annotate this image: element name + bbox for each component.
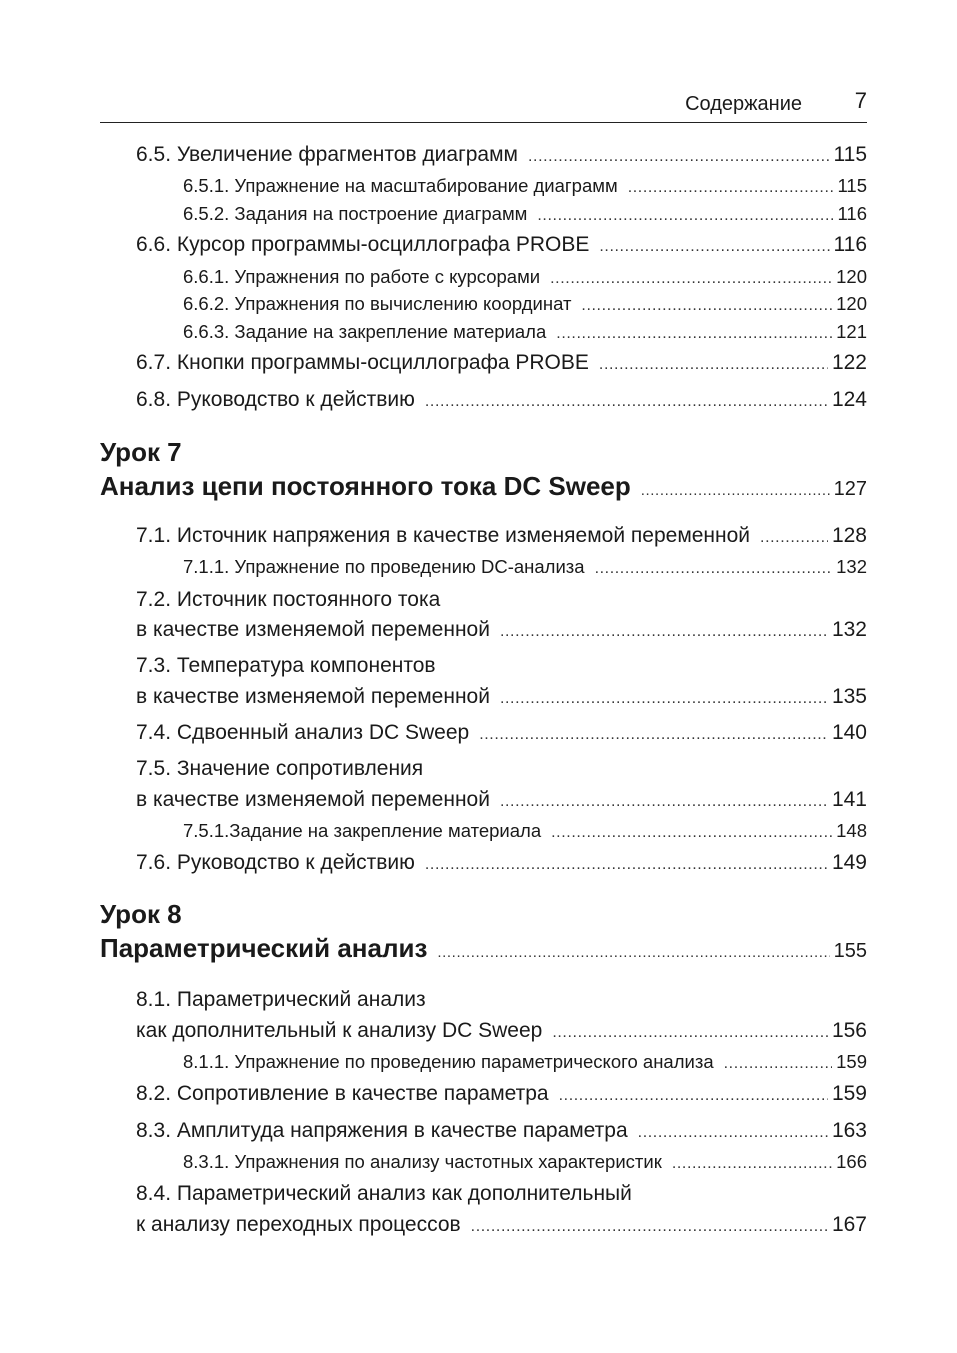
toc-entry-8-4[interactable] — [136, 1213, 867, 1237]
toc-entry-page: 163 — [831, 1119, 867, 1142]
toc-entry-label: 6.6.2. Упражнения по вычислению координат — [183, 293, 572, 314]
running-title: Содержание — [685, 93, 802, 115]
toc-entry-page: 149 — [831, 851, 867, 874]
toc-entry-page: 159 — [836, 1051, 867, 1072]
dot-leader — [599, 238, 829, 256]
toc-entry-6-5-2[interactable] — [183, 203, 867, 225]
toc-entry-page: 148 — [836, 820, 867, 841]
dot-leader — [500, 793, 828, 811]
toc-entry-page: 124 — [831, 388, 867, 411]
toc-entry-page: 120 — [836, 293, 867, 314]
dot-leader — [760, 529, 828, 547]
dot-leader — [599, 356, 828, 374]
toc-entry-8-1[interactable] — [136, 1019, 867, 1043]
dot-leader — [500, 690, 828, 708]
toc-entry-label: 7.4. Сдвоенный анализ DC Sweep — [136, 721, 470, 744]
lesson-8-title[interactable] — [100, 933, 867, 964]
lesson-title-label: Параметрический анализ — [100, 933, 428, 963]
toc-entry-7-5-line1[interactable]: 7.5. Значение сопротивления — [136, 757, 424, 780]
toc-entry-page: 115 — [833, 143, 867, 166]
toc-entry-label: в качестве изменяемой переменной — [136, 685, 490, 708]
toc-entry-label: в качестве изменяемой переменной — [136, 788, 490, 811]
dot-leader — [672, 1155, 832, 1173]
toc-entry-label: 7.5.1.Задание на закрепление материала — [183, 820, 542, 841]
toc-entry-8-4-line1[interactable]: 8.4. Параметрический анализ как дополнительный — [136, 1182, 632, 1205]
dot-leader — [551, 824, 832, 842]
toc-entry-page: 140 — [831, 721, 867, 744]
lesson-title-label: Анализ цепи постоянного тока DC Sweep — [100, 471, 631, 501]
dot-leader — [552, 1024, 828, 1042]
toc-entry-label: к анализу переходных процессов — [136, 1213, 461, 1236]
toc-entry-6-6-1[interactable] — [183, 266, 867, 288]
dot-leader — [628, 179, 834, 197]
toc-entry-page: 159 — [831, 1082, 867, 1105]
toc-entry-label: 6.7. Кнопки программы-осциллографа PROBE — [136, 351, 589, 374]
toc-entry-6-5-1[interactable] — [183, 175, 867, 197]
toc-entry-label: 8.3.1. Упражнения по анализу частотных характеристик — [183, 1151, 662, 1172]
dot-leader — [724, 1055, 833, 1073]
lesson-7-title[interactable] — [100, 471, 867, 502]
page-number: 7 — [854, 88, 867, 113]
toc-entry-6-8[interactable] — [136, 388, 867, 412]
toc-entry-8-1-line1[interactable]: 8.1. Параметрический анализ — [136, 988, 426, 1011]
toc-entry-7-4[interactable] — [136, 721, 867, 745]
toc-entry-label: 6.5. Увеличение фрагментов диаграмм — [136, 143, 518, 166]
toc-entry-label: 7.1.1. Упражнение по проведению DC-анализа — [183, 556, 585, 577]
toc-entry-label: 8.3. Амплитуда напряжения в качестве параметра — [136, 1119, 628, 1142]
toc-entry-page: 141 — [831, 788, 867, 811]
toc-entry-page: 115 — [837, 175, 867, 196]
toc-entry-7-6[interactable] — [136, 851, 867, 875]
toc-entry-page: 128 — [831, 524, 867, 547]
lesson-7-heading: Урок 7 — [100, 437, 182, 467]
toc-entry-page: 116 — [837, 203, 867, 224]
toc-entry-6-6-2[interactable] — [183, 293, 867, 315]
lesson-8-heading: Урок 8 — [100, 899, 182, 929]
dot-leader — [581, 297, 832, 315]
dot-leader — [537, 207, 833, 225]
running-head — [100, 85, 867, 117]
toc-entry-7-5-1[interactable] — [183, 820, 867, 842]
dot-leader — [528, 148, 830, 166]
toc-entry-7-1-1[interactable] — [183, 556, 867, 578]
toc-entry-page: 122 — [831, 351, 867, 374]
toc-entry-page: 132 — [831, 618, 867, 641]
toc-entry-label: в качестве изменяемой переменной — [136, 618, 490, 641]
dot-leader — [437, 944, 829, 961]
toc-entry-label: 6.5.1. Упражнение на масштабирование диаграмм — [183, 175, 618, 196]
toc-entry-7-3[interactable] — [136, 685, 867, 709]
toc-entry-7-3-line1[interactable]: 7.3. Температура компонентов — [136, 654, 436, 677]
toc-entry-7-1[interactable] — [136, 524, 867, 548]
toc-entry-label: 6.8. Руководство к действию — [136, 388, 415, 411]
toc-entry-7-2-line1[interactable]: 7.2. Источник постоянного тока — [136, 588, 441, 611]
dot-leader — [425, 856, 828, 874]
toc-entry-6-7[interactable] — [136, 351, 867, 375]
toc-entry-label: 7.1. Источник напряжения в качестве изменяемой переменной — [136, 524, 751, 547]
toc-entry-label: 6.6. Курсор программы-осциллографа PROBE — [136, 233, 590, 256]
toc-entry-label: 6.6.3. Задание на закрепление материала — [183, 321, 547, 342]
dot-leader — [550, 270, 832, 288]
toc-entry-6-6[interactable] — [136, 233, 867, 257]
dot-leader — [559, 1087, 828, 1105]
toc-entry-page: 167 — [831, 1213, 867, 1236]
toc-entry-label: 6.5.2. Задания на построение диаграмм — [183, 203, 528, 224]
dot-leader — [471, 1218, 828, 1236]
toc-entry-8-1-1[interactable] — [183, 1051, 867, 1073]
toc-entry-page: 132 — [836, 556, 867, 577]
dot-leader — [425, 393, 828, 411]
toc-entry-label: 8.1.1. Упражнение по проведению параметрического анализа — [183, 1051, 714, 1072]
dot-leader — [595, 560, 833, 578]
dot-leader — [500, 623, 828, 641]
toc-entry-6-5[interactable] — [136, 143, 867, 167]
toc-entry-8-3[interactable] — [136, 1119, 867, 1143]
toc-entry-label: 8.2. Сопротивление в качестве параметра — [136, 1082, 549, 1105]
toc-entry-8-2[interactable] — [136, 1082, 867, 1106]
dot-leader — [638, 1124, 828, 1142]
toc-entry-8-3-1[interactable] — [183, 1151, 867, 1173]
toc-entry-label: 7.6. Руководство к действию — [136, 851, 415, 874]
toc-entry-7-5[interactable] — [136, 788, 867, 812]
header-rule — [100, 122, 867, 123]
toc-entry-label: как дополнительный к анализу DC Sweep — [136, 1019, 543, 1042]
toc-entry-page: 156 — [831, 1019, 867, 1042]
dot-leader — [479, 726, 828, 744]
toc-entry-page: 135 — [831, 685, 867, 708]
dot-leader — [641, 482, 830, 499]
toc-entry-7-2[interactable] — [136, 618, 867, 642]
toc-entry-page: 120 — [836, 266, 867, 287]
lesson-title-page: 127 — [833, 478, 867, 500]
toc-entry-page: 116 — [833, 233, 867, 256]
toc-entry-page: 121 — [836, 321, 867, 342]
toc-entry-6-6-3[interactable] — [183, 321, 867, 343]
toc-entry-page: 166 — [836, 1151, 867, 1172]
toc-entry-label: 6.6.1. Упражнения по работе с курсорами — [183, 266, 541, 287]
lesson-title-page: 155 — [833, 940, 867, 962]
dot-leader — [556, 325, 832, 343]
